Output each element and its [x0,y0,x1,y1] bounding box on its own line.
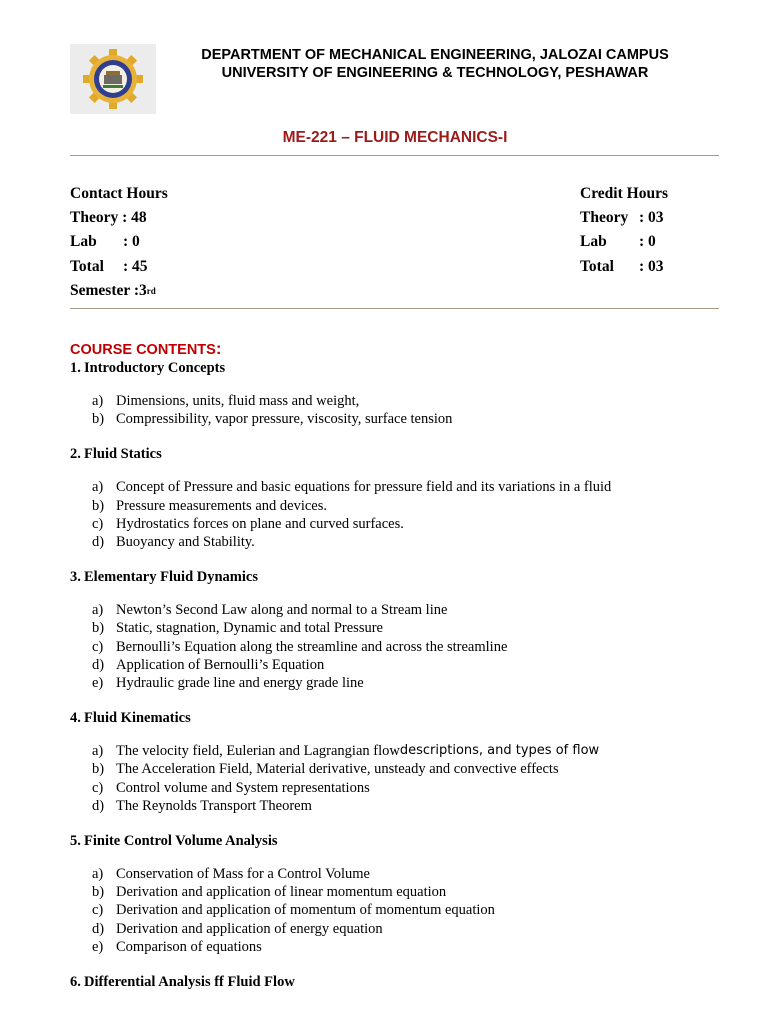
item-text: Application of Bernoulli’s Equation [116,656,325,673]
section-title-text: Fluid Kinematics [84,710,191,727]
item-letter: a) [92,866,104,883]
section-number: 4. [70,710,81,727]
section-item-list [92,865,730,956]
list-item [92,901,730,919]
item-text: Concept of Pressure and basic equations for pressure field and its variations in a fluid [116,479,612,496]
course-section [70,358,730,428]
item-letter: d) [92,920,105,937]
credit-lab-row [580,230,668,254]
section-item-list [92,601,730,692]
list-item [92,497,730,515]
semester-value: 3 [139,281,147,299]
university-gear-seal-icon [80,48,146,110]
item-letter: b) [92,884,105,901]
contact-lab-label: Lab [70,233,97,251]
contact-total-label: Total [70,257,104,275]
course-section [70,972,730,992]
list-item [92,478,730,496]
credit-theory-row [580,206,668,230]
item-text: Derivation and application of momentum of momentum equation [116,902,495,919]
credit-total-label: Total [580,257,614,275]
semester-suffix: rd [146,285,156,296]
list-item [92,515,730,533]
course-contents-heading [70,339,222,359]
item-letter: a) [92,393,104,409]
section-number: 1. [70,360,81,376]
section-item-list [92,478,730,551]
item-letter: c) [92,779,104,796]
university-logo [70,44,156,114]
credit-theory-label: Theory [580,209,629,227]
contact-lab-value: : 0 [123,233,140,251]
section-title [70,972,730,992]
section-item-list [92,742,730,815]
section-title [70,567,730,587]
credit-total-value: : 03 [639,257,664,275]
section-title [70,444,730,464]
item-letter: b) [92,411,105,428]
section-title [70,831,730,851]
item-letter: d) [92,534,105,551]
divider [70,308,719,309]
list-item [92,797,730,815]
item-letter: a) [92,602,104,619]
list-item [92,619,730,637]
semester-row [70,279,168,303]
item-text: Buoyancy and Stability. [116,534,255,551]
item-text-continued: descriptions, and types of flow [399,743,600,759]
list-item [92,779,730,797]
credit-theory-value: : 03 [639,209,664,227]
course-section [70,708,730,815]
section-title-text: Fluid Statics [84,446,162,463]
credit-hours-block [580,182,668,279]
item-text: Conservation of Mass for a Control Volume [116,866,370,883]
contact-theory-label: Theory [70,209,119,227]
item-text: Static, stagnation, Dynamic and total Pressure [116,620,383,637]
list-item [92,920,730,938]
list-item [92,533,730,551]
contact-theory-value: : 48 [122,209,147,227]
divider [70,155,719,156]
course-contents-heading-text: COURSE CONTENTS [70,342,216,358]
list-item [92,938,730,956]
item-letter: b) [92,761,105,778]
item-letter: b) [92,620,105,637]
department-name: DEPARTMENT OF MECHANICAL ENGINEERING, JALOZAI CAMPUS [201,47,669,63]
item-letter: c) [92,902,104,919]
contact-lab-row [70,230,168,254]
item-letter: b) [92,497,105,514]
list-item [92,674,730,692]
contact-hours-heading: Contact Hours [70,185,168,202]
contact-total-row [70,255,168,279]
item-text: Compressibility, vapor pressure, viscosity, surface tension [116,411,453,428]
list-item [92,760,730,778]
course-title: ME-221 – FLUID MECHANICS-I [282,129,508,146]
university-name: UNIVERSITY OF ENGINEERING & TECHNOLOGY, PESHAWAR [221,65,649,81]
list-item [92,656,730,674]
item-text: Pressure measurements and devices. [116,497,327,514]
credit-total-row [580,255,668,279]
item-letter: c) [92,515,104,532]
item-text: Control volume and System representations [116,779,370,796]
course-contents-heading-colon: : [215,339,222,358]
contact-hours-block [70,182,168,303]
semester-label: Semester : [70,281,140,299]
item-letter: a) [92,743,104,760]
section-item-list [92,392,730,428]
credit-lab-value: : 0 [639,233,656,251]
list-item [92,883,730,901]
list-item [92,410,730,428]
section-title-text: Introductory Concepts [84,360,226,376]
item-text: Derivation and application of energy equation [116,920,383,937]
section-title [70,358,730,378]
list-item [92,392,730,410]
section-title [70,708,730,728]
department-header [160,46,710,82]
item-text: Newton’s Second Law along and normal to a Stream line [116,602,448,619]
item-text: Comparison of equations [116,938,262,955]
credit-lab-label: Lab [580,233,607,251]
item-letter: d) [92,656,105,673]
course-section [70,831,730,956]
item-text: Dimensions, units, fluid mass and weight, [116,393,360,409]
section-number: 5. [70,833,81,850]
item-letter: e) [92,938,104,955]
item-letter: e) [92,675,104,692]
credit-hours-heading: Credit Hours [580,185,668,202]
course-section [70,444,730,551]
item-letter: d) [92,797,105,814]
item-text: The velocity field, Eulerian and Lagrangian flow [116,743,400,760]
section-number: 2. [70,446,81,463]
section-number: 3. [70,569,81,586]
section-number: 6. [70,974,81,991]
course-contents-list [70,358,730,992]
item-letter: a) [92,479,104,496]
course-section [70,567,730,692]
item-text: The Reynolds Transport Theorem [116,797,312,814]
list-item [92,638,730,656]
list-item [92,601,730,619]
item-text: The Acceleration Field, Material derivative, unsteady and convective effects [116,761,559,778]
item-text: Hydraulic grade line and energy grade line [116,675,364,692]
item-letter: c) [92,638,104,655]
list-item [92,742,730,760]
item-text: Derivation and application of linear momentum equation [116,884,447,901]
list-item [92,865,730,883]
section-title-text: Elementary Fluid Dynamics [84,569,258,586]
section-title-text: Differential Analysis ff Fluid Flow [84,974,295,991]
section-title-text: Finite Control Volume Analysis [84,833,278,850]
item-text: Hydrostatics forces on plane and curved surfaces. [116,515,404,532]
contact-total-value: : 45 [123,257,148,275]
item-text: Bernoulli’s Equation along the streamline and across the streamline [116,638,508,655]
contact-theory-row [70,206,168,230]
